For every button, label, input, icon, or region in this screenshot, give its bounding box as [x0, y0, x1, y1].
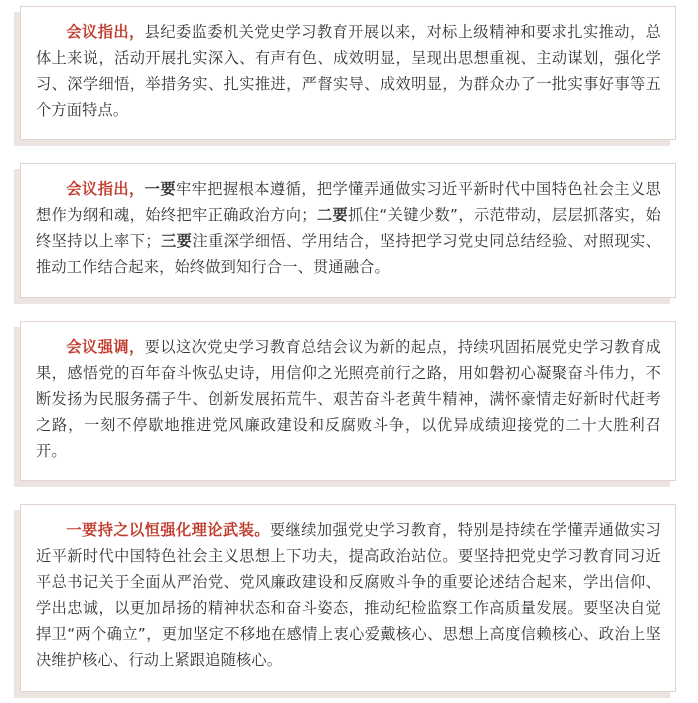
- summary-card-3: [20, 321, 676, 481]
- summary-paragraph: [36, 517, 661, 673]
- keyword-third: 三要: [160, 232, 193, 250]
- lead-phrase: 会议强调，: [66, 338, 145, 356]
- paragraph-text: 抓住“关键少数”，示范带动，层层抓落实，始终坚持以上率下；: [36, 206, 661, 250]
- paragraph-text: 注重深学细悟、学用结合，坚持把学习党史同总结经验、对照现实、推动工作结合起来，始终做到知行合一、贯通融合。: [36, 232, 662, 276]
- summary-paragraph: [36, 176, 661, 280]
- keyword-first: 一要: [144, 180, 176, 198]
- summary-paragraph: [36, 334, 661, 464]
- keyword-second: 二要: [316, 206, 349, 224]
- lead-phrase: 一要持之以恒强化理论武装。: [66, 521, 270, 539]
- lead-phrase: 会议指出，: [66, 180, 145, 198]
- summary-card-1: [20, 6, 676, 140]
- paragraph-text: 县纪委监委机关党史学习教育开展以来，对标上级精神和要求扎实推动，总体上来说，活动开展扎实深入、有声有色、成效明显，呈现出思想重视、主动谋划，强化学习、深学细悟，举措务实、扎实推进，严督实导、成效明显，为群众办了一批实事好事等五个方面特点。: [36, 23, 661, 119]
- paragraph-text: 牢牢把握根本遵循，把学懂弄通做实习近平新时代中国特色社会主义思想作为纲和魂，始终把牢正确政治方向；: [36, 180, 662, 224]
- summary-paragraph: [36, 19, 661, 123]
- summary-card-4: [20, 504, 676, 692]
- paragraph-text: 要以这次党史学习教育总结会议为新的起点，持续巩固拓展党史学习教育成果，感悟党的百年奋斗恢弘史诗，用信仰之光照亮前行之路，用如磐初心凝聚奋斗伟力，不断发扬为民服务孺子牛、创新发展拓荒牛、艰苦奋斗老黄牛精神，满怀豪情走好新时代赶考之路，一刻不停歇地推进党风廉政建设和反腐败斗争，以优异成绩迎接党的二十大胜利召开。: [36, 338, 661, 460]
- lead-phrase: 会议指出，: [66, 23, 145, 41]
- paragraph-text: 要继续加强党史学习教育，特别是持续在学懂弄通做实习近平新时代中国特色社会主义思想上下功夫，提高政治站位。要坚持把党史学习教育同习近平总书记关于全面从严治党、党风廉政建设和反腐败斗争的重要论述结合起来，学出信仰、学出忠诚，以更加昂扬的精神状态和奋斗姿态，推动纪检监察工作高质量发展。要坚决自觉捍卫“两个确立”，更加坚定不移地在感情上衷心爱戴核心、思想上高度信赖核心、政治上坚决维护核心、行动上紧跟追随核心。: [36, 521, 661, 669]
- summary-card-2: [20, 163, 676, 298]
